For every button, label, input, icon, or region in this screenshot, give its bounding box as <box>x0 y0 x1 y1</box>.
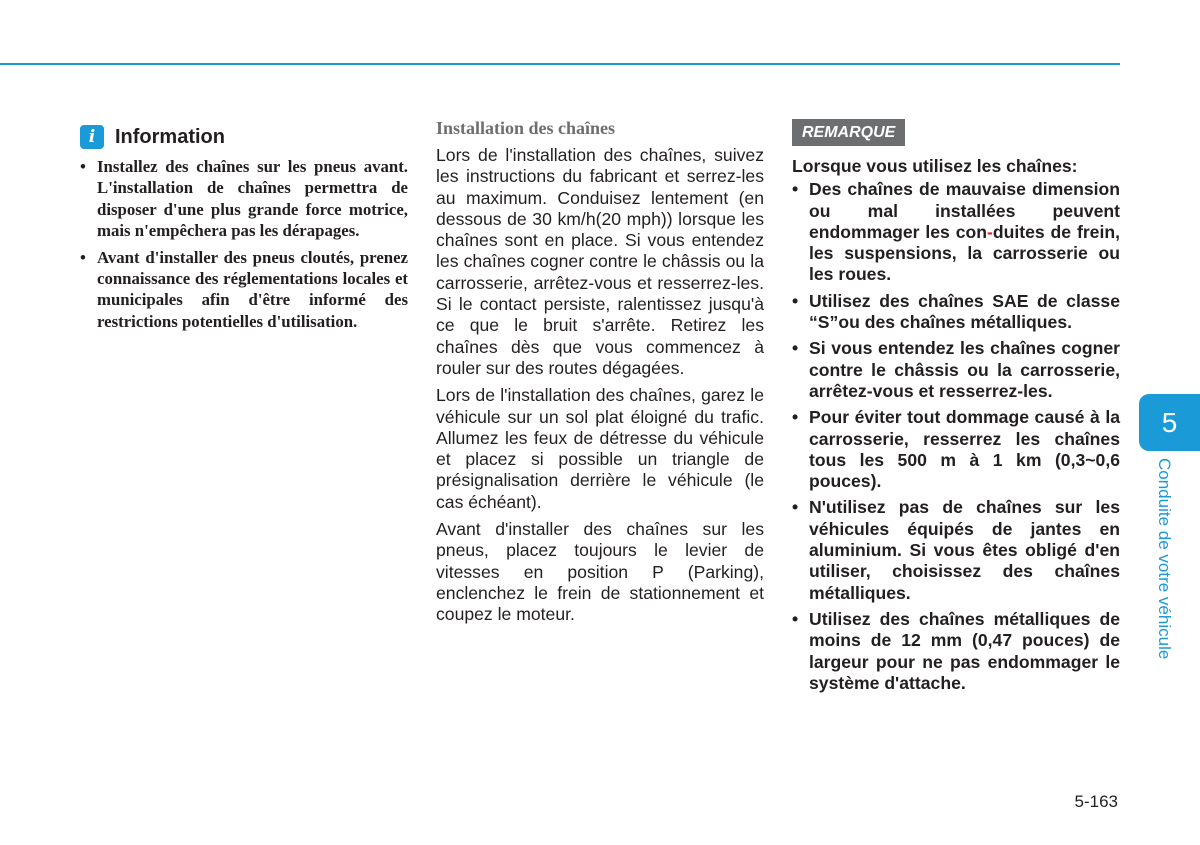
chapter-tab: 5 <box>1139 394 1200 451</box>
remarque-lead: Lorsque vous utilisez les chaînes: <box>792 156 1078 176</box>
installation-section <box>436 117 764 632</box>
chapter-title: Conduite de votre véhicule <box>1155 458 1174 660</box>
remarque-badge: REMARQUE <box>792 119 905 146</box>
list-item: • Installez des chaînes sur les pneus avant. L'installation de chaînes permettra de disposer d'une plus grande force motrice, mais n'empêchera pas les dérapages. <box>80 156 408 242</box>
paragraph: Lors de l'installation des chaînes, suivez les instructions du fabricant et serrez-les au maximum. Conduisez lentement (en dessous de 30 km/h(20 mph)) lorsque les chaînes sont en place. Si vous entendez les chaînes cogner contre le châssis ou la carrosserie, arrêtez-vous et resserrez-les. Si le contact persiste, ralentissez jusqu'à ce que le bruit s'arrête. Retirez les chaînes dès que vous commencez à rouler sur des routes dégagées. <box>436 145 764 378</box>
item-text: duites de frein, les suspensions, la carrosserie ou les roues. <box>809 221 1120 285</box>
remarque-list <box>792 179 1120 694</box>
hyphen-mark: - <box>987 221 993 242</box>
information-box <box>80 124 408 337</box>
information-list <box>80 156 408 332</box>
item-text: Des chaînes de mauvaise dimension ou mal installées peuvent endommager les con <box>809 179 1120 242</box>
information-title: Information <box>115 125 225 148</box>
list-item: • Utilisez des chaînes SAE de classe “S”ou des chaînes métalliques. <box>792 291 1120 334</box>
page-number: 5-163 <box>1074 792 1118 811</box>
list-item: • Pour éviter tout dommage causé à la carrosserie, resserrez les chaînes tous les 500 m à 1 km (0,3~0,6 pouces). <box>792 407 1120 492</box>
list-item: • N'utilisez pas de chaînes sur les véhicules équipés de jantes en aluminium. Si vous êtes obligé d'en utiliser, choisissez des chaînes métalliques. <box>792 497 1120 603</box>
remarque-section <box>792 119 1120 699</box>
list-item: • Avant d'installer des pneus cloutés, prenez connaissance des réglementations locales et municipales afin d'être informé des restrictions potentielles d'utilisation. <box>80 247 408 333</box>
info-icon: i <box>80 125 104 149</box>
section-title: Installation des chaînes <box>436 118 616 138</box>
header-rule <box>0 63 1120 65</box>
list-item: • Si vous entendez les chaînes cogner contre le châssis ou la carrosserie, arrêtez-vous et resserrez-les. <box>792 338 1120 402</box>
information-header <box>80 124 408 150</box>
list-item <box>792 179 1120 285</box>
paragraph: Lors de l'installation des chaînes, garez le véhicule sur un sol plat éloigné du trafic. Allumez les feux de détresse du véhicule et placez si possible un triangle de présignalisation derrière le véhicule (le cas échéant). <box>436 385 764 512</box>
paragraph: Avant d'installer des chaînes sur les pneus, placez toujours le levier de vitesses en position P (Parking), enclenchez le frein de stationnement et coupez le moteur. <box>436 519 764 625</box>
list-item: • Utilisez des chaînes métalliques de moins de 12 mm (0,47 pouces) de largeur pour ne pas endommager le système d'attache. <box>792 609 1120 694</box>
